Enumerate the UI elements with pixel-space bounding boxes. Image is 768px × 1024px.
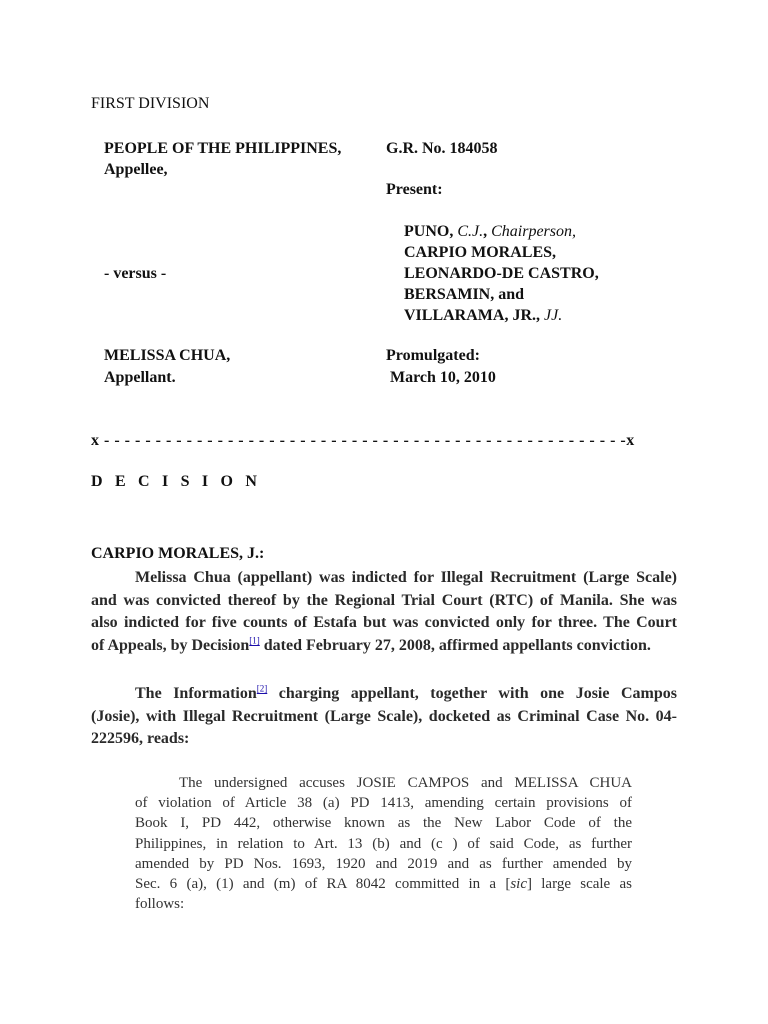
justice-separator: ,	[483, 223, 492, 240]
justice-line-4: BERSAMIN, and	[404, 286, 525, 303]
paragraph-2-line-1: The Information[2] charging appellant, together with one Josie Campos	[135, 683, 677, 702]
promulgated-label: Promulgated:	[386, 347, 480, 364]
quote-line-2: of violation of Article 38 (a) PD 1413, amending certain provisions of	[135, 795, 632, 812]
justice-title-jj: JJ.	[544, 307, 563, 324]
justice-line-3: LEONARDO-DE CASTRO,	[404, 265, 599, 282]
gr-number: G.R. No. 184058	[386, 140, 498, 157]
paragraph-1-line-2: and was convicted thereof by the Regional Trial Court (RTC) of Manila. She was	[91, 591, 677, 609]
paragraph-1-line-3: also indicted for five counts of Estafa but was convicted only for three. The Court	[91, 614, 677, 632]
justice-title-cj: C.J.	[457, 223, 484, 240]
paragraph-2-line-3: 222596, reads:	[91, 730, 190, 748]
quote-line-4: Philippines, in relation to Art. 13 (b) and (c ) of said Code, as further	[135, 835, 632, 852]
paragraph-1-line-4: of Appeals, by Decision[1] dated February 27, 2008, affirmed appellants conviction.	[91, 635, 651, 655]
quote-line-3: Book I, PD 442, otherwise known as the New Labor Code of the	[135, 815, 632, 832]
paragraph-1	[91, 567, 677, 658]
division-heading: FIRST DIVISION	[91, 95, 210, 112]
paragraph-2	[91, 683, 677, 751]
versus-label: - versus -	[104, 265, 167, 282]
promulgated-date: March 10, 2010	[390, 369, 496, 386]
justice-line-2: CARPIO MORALES,	[404, 244, 557, 261]
paragraph-2-line-2: (Josie), with Illegal Recruitment (Large Scale), docketed as Criminal Case No. 04-	[91, 707, 677, 725]
justice-role-chairperson: Chairperson,	[491, 223, 577, 240]
appellee-role: Appellee,	[104, 161, 168, 178]
justice-line-5	[404, 306, 562, 326]
paragraph-1-line-1: Melissa Chua (appellant) was indicted for Illegal Recruitment (Large Scale)	[135, 569, 677, 586]
sic-marker: sic	[510, 876, 527, 893]
decision-heading: D E C I S I O N	[91, 473, 262, 490]
appellant-name: MELISSA CHUA,	[104, 347, 231, 364]
separator-line: x - - - - - - - - - - - - - - - - - - - - - - - - - - - - - - - - - - - - - - - - - - - - - - - - - - -x	[91, 432, 635, 449]
present-label: Present:	[386, 181, 443, 198]
quote-line-6: Sec. 6 (a), (1) and (m) of RA 8042 committed in a [sic] large scale as	[135, 876, 632, 893]
ponente-line: CARPIO MORALES, J.:	[91, 545, 265, 562]
footnote-link-2[interactable]: [2]	[256, 683, 268, 694]
appellant-role: Appellant.	[104, 369, 176, 386]
justice-line-1	[404, 222, 576, 242]
footnote-link-1[interactable]: [1]	[249, 635, 260, 646]
justice-puno: PUNO,	[404, 223, 458, 240]
quote-line-7: follows:	[135, 896, 185, 913]
quote-line-5: amended by PD Nos. 1693, 1920 and 2019 and as further amended by	[135, 855, 632, 872]
quote-line-1: The undersigned accuses JOSIE CAMPOS and MELISSA CHUA	[179, 775, 632, 791]
information-quote	[135, 773, 632, 914]
justice-villarama: VILLARAMA, JR.,	[404, 307, 544, 324]
appellee-name: PEOPLE OF THE PHILIPPINES,	[104, 140, 342, 157]
